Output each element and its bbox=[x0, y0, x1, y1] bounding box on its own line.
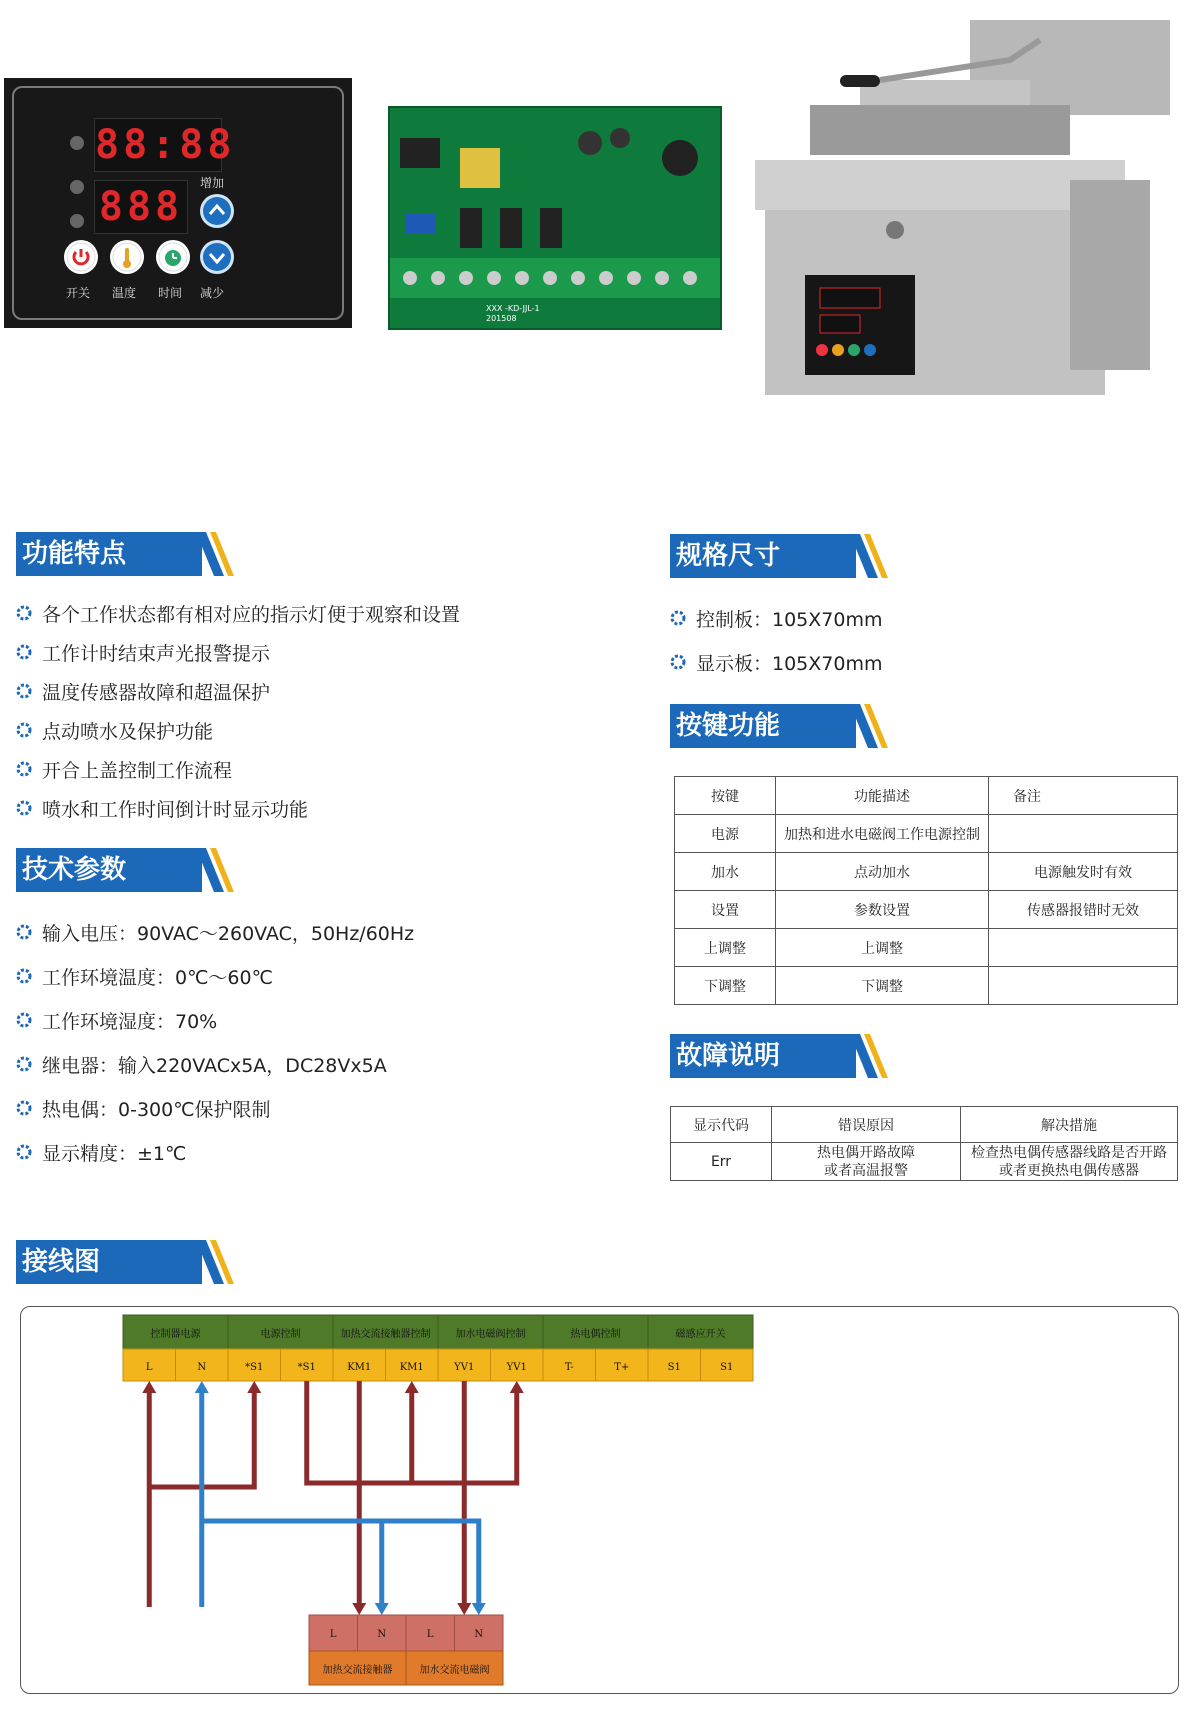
down-button[interactable] bbox=[200, 240, 234, 274]
wire-neutral-bus bbox=[202, 1521, 479, 1603]
arrow-down-icon bbox=[457, 1603, 471, 1615]
keys-header bbox=[670, 704, 890, 748]
list-item: 喷水和工作时间倒计时显示功能 bbox=[42, 799, 309, 821]
pcb-illustration bbox=[390, 108, 720, 328]
key-function-table bbox=[674, 776, 1178, 1005]
time-display: 88:88 bbox=[94, 118, 222, 172]
stripe-decoration-icon bbox=[850, 1034, 890, 1082]
pcb-marking: XXX -KD-JJL-1 bbox=[486, 304, 540, 313]
table-row bbox=[675, 815, 1178, 853]
stripe-decoration-icon bbox=[196, 848, 236, 896]
pcb-date: 201508 bbox=[486, 314, 517, 323]
snowflake-icon bbox=[670, 610, 686, 626]
list-item: 输入电压：90VAC～260VAC，50Hz/60Hz bbox=[42, 923, 415, 945]
terminal-label: *S1 bbox=[245, 1362, 264, 1373]
faults-header bbox=[670, 1034, 890, 1078]
arrow-up-icon bbox=[247, 1381, 261, 1393]
table-cell: 设置 bbox=[675, 891, 776, 929]
list-item: 热电偶：0-300℃保护限制 bbox=[42, 1099, 271, 1121]
list-item: 各个工作状态都有相对应的指示灯便于观察和设置 bbox=[42, 604, 461, 626]
table-cell: 加水 bbox=[675, 853, 776, 891]
table-header: 显示代码 bbox=[671, 1107, 772, 1143]
table-cell: 检查热电偶传感器线路是否开路 或者更换热电偶传感器 bbox=[961, 1143, 1178, 1181]
arrow-up-icon bbox=[510, 1381, 524, 1393]
snowflake-icon bbox=[670, 654, 686, 670]
terminal-group-label: 热电偶控制 bbox=[570, 1329, 621, 1340]
snowflake-icon bbox=[16, 683, 32, 699]
table-cell: 点动加水 bbox=[776, 853, 989, 891]
snowflake-icon bbox=[16, 968, 32, 984]
table-cell: 参数设置 bbox=[776, 891, 989, 929]
table-row bbox=[675, 853, 1178, 891]
power-button[interactable] bbox=[64, 240, 98, 274]
table-row bbox=[671, 1143, 1178, 1181]
list-item: 控制板：105X70mm bbox=[696, 609, 883, 631]
terminal-label: KM1 bbox=[399, 1362, 424, 1373]
arrow-down-icon bbox=[375, 1603, 389, 1615]
terminal-label: *S1 bbox=[297, 1362, 316, 1373]
table-header: 错误原因 bbox=[772, 1107, 961, 1143]
snowflake-icon bbox=[16, 1144, 32, 1160]
power-icon bbox=[64, 240, 98, 274]
up-label: 增加 bbox=[200, 176, 225, 190]
panel-frame bbox=[12, 86, 344, 320]
size-header bbox=[670, 534, 890, 578]
stripe-decoration-icon bbox=[850, 534, 890, 582]
terminal-group-label: 磁感应开关 bbox=[675, 1329, 726, 1340]
stripe-decoration-icon bbox=[196, 532, 236, 580]
wiring-diagram bbox=[20, 1306, 1179, 1694]
list-item: 工作环境湿度：70% bbox=[42, 1011, 218, 1033]
table-header: 按键 bbox=[675, 777, 776, 815]
arrow-down-icon bbox=[472, 1603, 486, 1615]
section-title: 功能特点 bbox=[16, 532, 202, 576]
snowflake-icon bbox=[16, 1056, 32, 1072]
table-cell bbox=[989, 815, 1178, 853]
power-label: 开关 bbox=[66, 286, 91, 300]
table-cell: Err bbox=[671, 1143, 772, 1181]
table-row bbox=[675, 891, 1178, 929]
terminal-group-label: 加水电磁阀控制 bbox=[455, 1329, 526, 1340]
snowflake-icon bbox=[16, 722, 32, 738]
indicator-led bbox=[70, 214, 84, 228]
bottom-group-label: 加热交流接触器 bbox=[322, 1665, 393, 1676]
list-item: 温度传感器故障和超温保护 bbox=[42, 682, 271, 704]
fault-table bbox=[670, 1106, 1178, 1181]
terminal-group-label: 控制器电源 bbox=[150, 1329, 201, 1340]
alarm-clock-icon bbox=[156, 240, 190, 274]
grill-illustration bbox=[750, 20, 1175, 400]
indicator-led bbox=[70, 180, 84, 194]
features-header bbox=[16, 532, 236, 576]
list-item: 显示板：105X70mm bbox=[696, 653, 883, 675]
terminal-label: YV1 bbox=[454, 1362, 475, 1373]
bottom-terminal-label: N bbox=[377, 1629, 387, 1640]
arrow-up-icon bbox=[405, 1381, 419, 1393]
snowflake-icon bbox=[16, 924, 32, 940]
table-cell: 下调整 bbox=[675, 967, 776, 1005]
table-cell: 加热和进水电磁阀工作电源控制 bbox=[776, 815, 989, 853]
arrow-up-icon bbox=[142, 1381, 156, 1393]
table-cell: 上调整 bbox=[776, 929, 989, 967]
table-cell: 上调整 bbox=[675, 929, 776, 967]
table-cell: 热电偶开路故障 或者高温报警 bbox=[772, 1143, 961, 1181]
terminal-label: T- bbox=[564, 1362, 574, 1373]
section-title: 技术参数 bbox=[16, 848, 202, 892]
bottom-terminal-label: N bbox=[474, 1629, 484, 1640]
table-row bbox=[675, 929, 1178, 967]
snowflake-icon bbox=[16, 644, 32, 660]
snowflake-icon bbox=[16, 605, 32, 621]
section-title: 按键功能 bbox=[670, 704, 856, 748]
snowflake-icon bbox=[16, 1100, 32, 1116]
wiring-header bbox=[16, 1240, 236, 1284]
terminal-group-label: 加热交流接触器控制 bbox=[340, 1329, 431, 1340]
list-item: 工作环境温度：0℃～60℃ bbox=[42, 967, 273, 989]
table-cell: 下调整 bbox=[776, 967, 989, 1005]
arrow-down-icon bbox=[200, 240, 234, 274]
stripe-decoration-icon bbox=[850, 704, 890, 752]
table-header-row bbox=[675, 777, 1178, 815]
list-item: 显示精度：±1℃ bbox=[42, 1143, 187, 1165]
table-cell bbox=[989, 929, 1178, 967]
arrow-up-icon bbox=[200, 194, 234, 228]
list-item: 工作计时结束声光报警提示 bbox=[42, 643, 271, 665]
terminal-label: S1 bbox=[667, 1362, 681, 1373]
section-title: 故障说明 bbox=[670, 1034, 856, 1078]
table-header: 解决措施 bbox=[961, 1107, 1178, 1143]
table-header: 功能描述 bbox=[776, 777, 989, 815]
down-label: 减少 bbox=[200, 286, 225, 300]
list-item: 点动喷水及保护功能 bbox=[42, 721, 214, 743]
list-item: 继电器：输入220VACx5A，DC28Vx5A bbox=[42, 1055, 387, 1077]
table-header-row bbox=[671, 1107, 1178, 1143]
snowflake-icon bbox=[16, 800, 32, 816]
table-cell: 传感器报错时无效 bbox=[989, 891, 1178, 929]
specs-header bbox=[16, 848, 236, 892]
terminal-label: T+ bbox=[614, 1362, 630, 1373]
table-header: 备注 bbox=[989, 777, 1178, 815]
bottom-terminal-label: L bbox=[329, 1629, 337, 1640]
table-cell bbox=[989, 967, 1178, 1005]
section-title: 接线图 bbox=[16, 1240, 202, 1284]
up-button[interactable] bbox=[200, 194, 234, 228]
display-panel-image bbox=[4, 78, 352, 328]
temperature-button[interactable] bbox=[110, 240, 144, 274]
control-board-image bbox=[388, 106, 722, 330]
terminal-label: KM1 bbox=[347, 1362, 372, 1373]
indicator-led bbox=[70, 136, 84, 150]
table-row bbox=[675, 967, 1178, 1005]
section-title: 规格尺寸 bbox=[670, 534, 856, 578]
grill-machine-image bbox=[750, 20, 1175, 400]
bottom-terminal-label: L bbox=[426, 1629, 434, 1640]
thermometer-icon bbox=[110, 240, 144, 274]
bottom-group-label: 加水交流电磁阀 bbox=[419, 1665, 490, 1676]
table-cell: 电源触发时有效 bbox=[989, 853, 1178, 891]
snowflake-icon bbox=[16, 761, 32, 777]
terminal-group-label: 电源控制 bbox=[260, 1329, 301, 1340]
temperature-label: 温度 bbox=[112, 286, 137, 300]
snowflake-icon bbox=[16, 1012, 32, 1028]
wiring-svg bbox=[21, 1307, 1178, 1693]
terminal-label: YV1 bbox=[506, 1362, 527, 1373]
temp-display: 888 bbox=[94, 180, 188, 234]
arrow-down-icon bbox=[352, 1603, 366, 1615]
table-cell: 电源 bbox=[675, 815, 776, 853]
time-button[interactable] bbox=[156, 240, 190, 274]
arrow-up-icon bbox=[195, 1381, 209, 1393]
time-label: 时间 bbox=[158, 286, 183, 300]
stripe-decoration-icon bbox=[196, 1240, 236, 1288]
terminal-label: L bbox=[145, 1362, 153, 1373]
terminal-label: N bbox=[197, 1362, 207, 1373]
list-item: 开合上盖控制工作流程 bbox=[42, 760, 233, 782]
terminal-label: S1 bbox=[720, 1362, 734, 1373]
